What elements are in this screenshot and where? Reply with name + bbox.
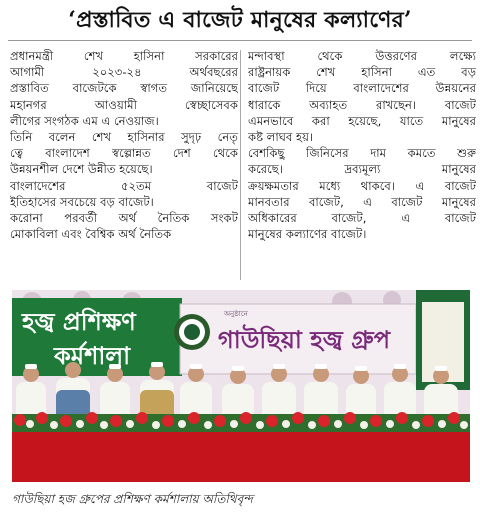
article-right-line: এমনভাবে করা হয়েছে, যাতে মানুষের [248, 113, 476, 128]
article-left-line: আগামী ২০২৩-২৪ অর্থবছরের [10, 65, 238, 80]
article-left-line: প্রস্তাবিত বাজেটকে স্বাগত জানিয়েছে [10, 81, 238, 96]
article-left-line: ত্বে বাংলাদেশ স্বল্পোন্নত দেশ থেকে [10, 146, 238, 161]
banner-center-small: অনুষ্ঠানে [224, 310, 248, 318]
article-right-line: ধারাকে অব্যাহত রাখছেন। বাজেট [248, 97, 476, 112]
article-right-line: রাষ্ট্রনায়ক শেখ হাসিনা এত বড় [248, 65, 476, 80]
article-right-line: করেছে। দ্রব্যমূল্য মানুষের [248, 162, 476, 177]
flower-decoration [12, 412, 470, 432]
article-right-line: ক্রয়ক্ষমতার মধ্যে থাকবে। এ বাজেট [248, 178, 476, 193]
article-right-line: অধিকারের বাজেট, এ বাজেট [248, 211, 476, 226]
article-right-line: কষ্ট লাঘব হয়। [248, 130, 314, 145]
headline: ‘প্রস্তাবিত এ বাজেট মানুষের কল্যাণের’ [68, 7, 412, 33]
article-left-line: মহানগর আওয়ামী স্বেচ্ছাসেবক [10, 97, 238, 112]
article-left-line: ইতিহাসের সবচেয়ে বড় বাজেট। [10, 194, 154, 209]
article-right-line: বাজেট দিয়ে বাংলাদেশের উন্নয়নের [248, 81, 476, 96]
headline-rule [8, 40, 472, 41]
article-left-line: লীগের সংগঠক এম এ নেওয়াজ। [10, 113, 159, 128]
article-left-line: বাংলাদেশের ৫২তম বাজেট [10, 178, 238, 193]
banner-center-title: গাউছিয়া হজ্ব গ্রুপ [218, 326, 391, 354]
article-left-line: প্রধানমন্ত্রী শেখ হাসিনা সরকারের [10, 49, 238, 63]
article-left-line: উন্নয়নশীল দেশে উন্নীত হয়েছে। [10, 162, 153, 177]
banner-left-title: হজ্ব প্রশিক্ষণ [22, 308, 136, 336]
article-column-left [10, 48, 238, 286]
article-right-line: মানুষের কল্যাণের বাজেট। [248, 227, 367, 242]
article-left-line: করোনা পরবর্তী অর্থ নৈতিক সংকট [10, 211, 238, 226]
tablecloth [12, 430, 470, 482]
banner-left-subtitle: কর্মশালা [54, 342, 131, 370]
photo-caption: গাউছিয়া হজ গ্রুপের প্রশিক্ষণ কর্মশালায় অতিথিবৃন্দ [12, 492, 253, 506]
article-right-line: বেশকিছু জিনিসের দাম কমতে শুরু [248, 146, 476, 161]
article-left-line: তিনি বলেন শেখ হাসিনার সুদৃঢ় নেতৃ [10, 130, 238, 145]
article-right-line: মন্দাবস্থা থেকে উত্তরণের লক্ষ্যে [248, 49, 476, 63]
article-column-right [248, 48, 476, 286]
event-photo [12, 290, 470, 482]
column-divider [240, 50, 241, 280]
article-left-line: মোকাবিলা এবং বৈশ্বিক অর্থ নৈতিক [10, 227, 172, 242]
article-right-line: মানবতার বাজেট, এ বাজেট মানুষের [248, 194, 476, 209]
